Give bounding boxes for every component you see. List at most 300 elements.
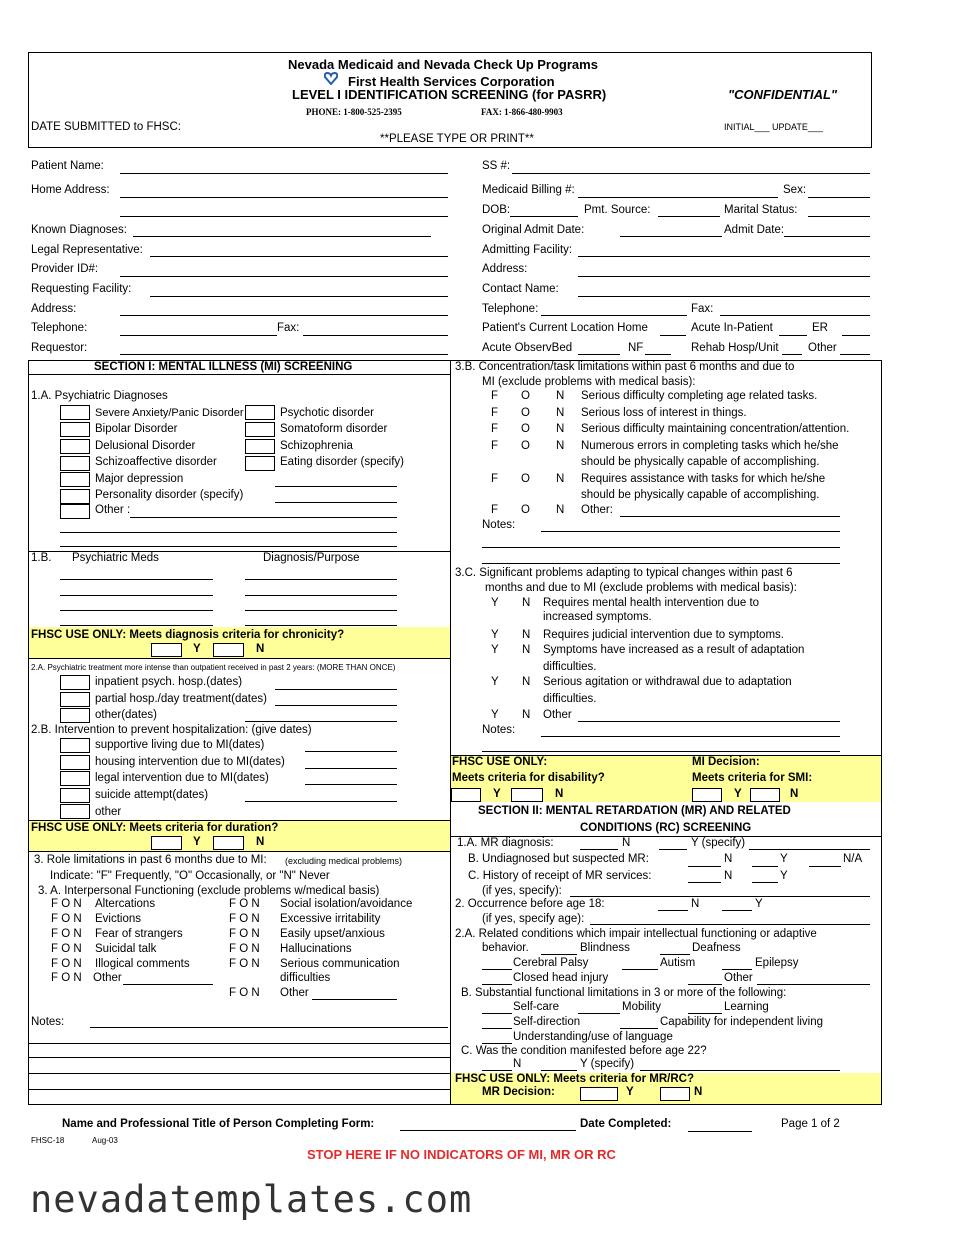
- legal-label: legal intervention due to MI(dates): [95, 772, 269, 784]
- checkbox-other-intervention[interactable]: [60, 804, 90, 819]
- diag-bipolar: Bipolar Disorder: [95, 423, 178, 435]
- checkbox-inpatient[interactable]: [60, 675, 90, 690]
- right-telephone-label: Telephone:: [482, 303, 539, 315]
- requestor-label: Requestor:: [31, 342, 88, 354]
- undiagnosed-n-field[interactable]: [688, 866, 721, 867]
- q3c-item-0: Requires mental health intervention due to: [543, 597, 760, 609]
- fon-isolation[interactable]: F O N: [229, 898, 260, 910]
- med-field-1[interactable]: [60, 579, 213, 580]
- completer-name-field[interactable]: [400, 1130, 576, 1131]
- home-address-label: Home Address:: [31, 184, 110, 196]
- requesting-facility-field[interactable]: [150, 296, 448, 297]
- contact-name-label: Contact Name:: [482, 283, 559, 295]
- occurrence-n-field[interactable]: [658, 910, 688, 911]
- learning-field[interactable]: [688, 1013, 722, 1014]
- requestor-field[interactable]: [120, 354, 448, 355]
- acute-obs-field[interactable]: [578, 354, 620, 355]
- related-conditions-label: 2.A. Related conditions which impair intellectual functioning or adaptive: [455, 928, 817, 940]
- right-address-label: Address:: [482, 263, 528, 275]
- q3c-y-option-3[interactable]: Y: [491, 644, 499, 656]
- autism-label: Autism: [660, 957, 696, 969]
- checkbox-legal[interactable]: [60, 771, 90, 786]
- q3b-f-option-3[interactable]: F: [491, 440, 499, 452]
- hallucinations-label: Hallucinations: [280, 943, 352, 955]
- diag-psychotic: Psychotic disorder: [280, 407, 374, 419]
- before-22-n-field[interactable]: [482, 1070, 512, 1071]
- checkbox-delusional[interactable]: [60, 439, 90, 454]
- fhsc-duration-label: FHSC USE ONLY: Meets criteria for duration?: [31, 822, 279, 834]
- other-left-label: Other: [93, 972, 122, 984]
- q3b-f-option-2[interactable]: F: [491, 423, 499, 435]
- q3c-y-option-5[interactable]: Y: [491, 676, 499, 688]
- diag-schizoaffective: Schizoaffective disorder: [95, 456, 217, 468]
- q3c-y-option-2[interactable]: Y: [491, 629, 499, 641]
- mr-y-label: Y: [626, 1086, 634, 1098]
- communication-label: Serious communication: [280, 958, 400, 970]
- checkbox-personality[interactable]: [60, 489, 90, 504]
- known-diagnoses-field[interactable]: [133, 236, 431, 237]
- checkbox-major-depression[interactable]: [60, 472, 90, 487]
- epilepsy-field[interactable]: [722, 969, 752, 970]
- notes-left-field[interactable]: [90, 1027, 448, 1028]
- fon-irritability[interactable]: F O N: [229, 913, 260, 925]
- fhsc-chronicity-label: FHSC USE ONLY: Meets diagnosis criteria for chronicity?: [31, 629, 345, 641]
- requesting-facility-label: Requesting Facility:: [31, 283, 132, 295]
- diag-schizophrenia: Schizophrenia: [280, 440, 353, 452]
- smi-label: Meets criteria for SMI:: [692, 772, 813, 784]
- blindness-field[interactable]: [541, 954, 577, 955]
- purpose-field-3[interactable]: [245, 610, 397, 611]
- fon-other-left[interactable]: F O N: [51, 972, 82, 984]
- personality-field[interactable]: [275, 502, 397, 503]
- housing-label: housing intervention due to MI(dates): [95, 756, 285, 768]
- fon-suicidal[interactable]: F O N: [51, 943, 82, 955]
- other-dates-label: other(dates): [95, 709, 158, 721]
- other-right-label: Other: [280, 987, 309, 999]
- difficulties-label: difficulties: [280, 972, 331, 984]
- chronicity-n-box[interactable]: [213, 643, 244, 657]
- disability-n-box[interactable]: [511, 788, 543, 802]
- duration-n-label: N: [256, 836, 265, 848]
- mr-n-box[interactable]: [660, 1087, 690, 1101]
- fon-evictions[interactable]: F O N: [51, 913, 82, 925]
- q3b-notes-label: Notes:: [482, 519, 516, 531]
- mr-services-n-field[interactable]: [688, 882, 721, 883]
- admitting-facility-field[interactable]: [578, 256, 870, 257]
- disability-n-label: N: [555, 788, 564, 800]
- q2b-title: 2.B. Intervention to prevent hospitalization: (give dates): [31, 724, 312, 736]
- checkbox-schizoaffective[interactable]: [60, 456, 90, 471]
- housing-field[interactable]: [305, 768, 397, 769]
- home-address-field-2[interactable]: [120, 216, 448, 217]
- legal-rep-label: Legal Representative:: [31, 244, 143, 256]
- diag-personality: Personality disorder (specify): [95, 489, 244, 501]
- purpose-field-4[interactable]: [245, 625, 397, 626]
- org-name: Nevada Medicaid and Nevada Check Up Programs: [288, 57, 598, 72]
- q3b-item-0: Serious difficulty completing age related tasks.: [581, 390, 818, 402]
- q3-excl: (excluding medical problems): [285, 856, 403, 866]
- q3b-item-6: should be physically capable of accomplishing.: [581, 489, 820, 501]
- rehab-field[interactable]: [782, 354, 802, 355]
- patient-name-label: Patient Name:: [31, 160, 104, 172]
- q3b-n-option-1[interactable]: N: [556, 407, 565, 419]
- occurrence-n-label: N: [691, 898, 700, 910]
- other-left-field[interactable]: [123, 984, 213, 985]
- undiagnosed-y-field[interactable]: [752, 866, 778, 867]
- diag-extra-field-2[interactable]: [60, 546, 397, 547]
- other-cond-spec-field[interactable]: [757, 984, 870, 985]
- disability-y-box[interactable]: [451, 788, 481, 802]
- type-print-note: **PLEASE TYPE OR PRINT**: [380, 133, 534, 145]
- fon-communication[interactable]: F O N: [229, 958, 260, 970]
- q3c-n-option-3[interactable]: N: [522, 644, 531, 656]
- fax-field[interactable]: [303, 335, 448, 336]
- right-telephone-field[interactable]: [541, 315, 687, 316]
- fon-hallucinations[interactable]: F O N: [229, 943, 260, 955]
- known-diagnoses-label: Known Diagnoses:: [31, 224, 127, 236]
- purpose-field-1[interactable]: [245, 579, 397, 580]
- checkbox-other-dates[interactable]: [60, 708, 90, 723]
- other-location-label: Other: [808, 342, 837, 354]
- q3b-notes-field[interactable]: [541, 531, 840, 532]
- q3b-notes-field-3[interactable]: [482, 563, 840, 564]
- diag-major-depression: Major depression: [95, 473, 184, 485]
- inpatient-label: inpatient psych. hosp.(dates): [95, 676, 243, 688]
- q3b-item-2: Serious difficulty maintaining concentration/attention.: [581, 423, 850, 435]
- acute-obs-label: Acute ObservBed: [482, 342, 573, 354]
- q3b-n-option-5[interactable]: N: [556, 473, 565, 485]
- q3b-o-option-7[interactable]: O: [521, 504, 530, 516]
- capability-label: Capability for independent living: [660, 1016, 824, 1028]
- acute-inpatient-field[interactable]: [779, 335, 807, 336]
- mr-diag-y-label: Y (specify): [691, 837, 746, 849]
- partial-hosp-dates-field[interactable]: [275, 705, 397, 706]
- mr-diag-spec-field[interactable]: [749, 849, 870, 850]
- diag-eating: Eating disorder (specify): [280, 456, 404, 468]
- admit-date-field[interactable]: [784, 236, 870, 237]
- q3b-f-option-1[interactable]: F: [491, 407, 499, 419]
- mr-y-box[interactable]: [580, 1087, 618, 1101]
- mr-diagnosis-label: 1.A. MR diagnosis:: [457, 837, 554, 849]
- cp-label: Cerebral Palsy: [513, 957, 589, 969]
- fon-illogical[interactable]: F O N: [51, 958, 82, 970]
- q3-title: 3. Role limitations in past 6 months due to MI:: [34, 854, 267, 866]
- cp-field[interactable]: [482, 969, 512, 970]
- occurrence-y-field[interactable]: [722, 910, 752, 911]
- q3b-title-2: MI (exclude problems with medical basis):: [482, 376, 696, 388]
- suicide-label: suicide attempt(dates): [95, 789, 209, 801]
- q3c-y-option-0[interactable]: Y: [491, 597, 499, 609]
- diag-delusional: Delusional Disorder: [95, 440, 196, 452]
- admitting-facility-label: Admitting Facility:: [482, 244, 573, 256]
- med-field-2[interactable]: [60, 595, 213, 596]
- mr-services-y-label: Y: [780, 870, 788, 882]
- deafness-label: Deafness: [692, 942, 741, 954]
- q3b-n-option-3[interactable]: N: [556, 440, 565, 452]
- dob-field[interactable]: [510, 216, 578, 217]
- checkbox-psychotic[interactable]: [245, 405, 275, 420]
- q3b-o-option-5[interactable]: O: [521, 473, 530, 485]
- undiagnosed-y-label: Y: [780, 853, 788, 865]
- q3b-item-5: Requires assistance with tasks for which he/she: [581, 473, 826, 485]
- checkbox-somatoform[interactable]: [245, 422, 275, 437]
- duration-y-box[interactable]: [151, 836, 182, 850]
- q3b-o-option-0[interactable]: O: [521, 390, 530, 402]
- undiagnosed-na-label: N/A: [843, 853, 863, 865]
- q3c-n-option-5[interactable]: N: [522, 676, 531, 688]
- q3b-other-field[interactable]: [620, 516, 840, 517]
- checkbox-other-diag[interactable]: [60, 504, 90, 519]
- q3c-item-7: Other: [543, 709, 572, 721]
- fon-upset[interactable]: F O N: [229, 928, 260, 940]
- fax-label: Fax:: [277, 322, 300, 334]
- q3c-n-option-2[interactable]: N: [522, 629, 531, 641]
- q3c-title-2: months and due to MI (exclude problems with medical basis):: [485, 582, 797, 594]
- major-depression-field[interactable]: [275, 486, 397, 487]
- sex-field[interactable]: [808, 197, 870, 198]
- autism-field[interactable]: [622, 969, 658, 970]
- occurrence-y-label: Y: [755, 898, 763, 910]
- psych-meds-label: Psychiatric Meds: [72, 552, 159, 564]
- q3b-n-option-7[interactable]: N: [556, 504, 565, 516]
- before-22-y-label: Y (specify): [580, 1058, 635, 1070]
- column-divider: [450, 360, 451, 1105]
- nf-field[interactable]: [645, 354, 671, 355]
- deafness-field[interactable]: [660, 954, 690, 955]
- if-yes-age-label: (if yes, specify age):: [482, 913, 585, 925]
- sex-label: Sex:: [783, 184, 807, 196]
- right-fax-label: Fax:: [691, 303, 714, 315]
- legal-field[interactable]: [305, 784, 397, 785]
- initial-update-label: INITIAL___ UPDATE___: [724, 122, 823, 132]
- if-yes-label: (if yes, specify):: [482, 885, 562, 897]
- learning-label: Learning: [724, 1001, 769, 1013]
- mobility-field[interactable]: [578, 1013, 620, 1014]
- q3c-notes-field[interactable]: [541, 736, 840, 737]
- duration-y-label: Y: [193, 836, 201, 848]
- chronicity-y-box[interactable]: [151, 643, 182, 657]
- mr-diag-y-field[interactable]: [659, 849, 687, 850]
- q3c-item-3: Symptoms have increased as a result of adaptation: [543, 644, 805, 656]
- provider-id-field[interactable]: [120, 276, 448, 277]
- q3b-title-1: 3.B. Concentration/task limitations within past 6 months and due to: [455, 361, 795, 373]
- section2-title-2: CONDITIONS (RC) SCREENING: [580, 822, 752, 834]
- address-label: Address:: [31, 303, 77, 315]
- q3c-item-4: difficulties.: [543, 661, 597, 673]
- section2-title-1: SECTION II: MENTAL RETARDATION (MR) AND RELATED: [478, 805, 791, 817]
- right-fax-field[interactable]: [720, 315, 870, 316]
- form-title: LEVEL I IDENTIFICATION SCREENING (for PASRR): [292, 87, 607, 102]
- capability-field[interactable]: [620, 1028, 658, 1029]
- completer-name-label: Name and Professional Title of Person Completing Form:: [62, 1118, 375, 1130]
- chronicity-y-label: Y: [193, 643, 201, 655]
- partial-hosp-label: partial hosp./day treatment(dates): [95, 693, 267, 705]
- er-field[interactable]: [842, 335, 870, 336]
- address-field[interactable]: [120, 315, 448, 316]
- blindness-label: Blindness: [580, 942, 630, 954]
- checkbox-supportive-living[interactable]: [60, 738, 90, 753]
- fhsc-only-label: FHSC USE ONLY:: [452, 756, 548, 768]
- diag-extra-field-1[interactable]: [60, 532, 397, 533]
- mr-diag-n-label: N: [622, 837, 631, 849]
- marital-label: Marital Status:: [724, 204, 798, 216]
- checkbox-schizophrenia[interactable]: [245, 439, 275, 454]
- page-number: Page 1 of 2: [781, 1118, 840, 1130]
- mr-n-label: N: [694, 1086, 703, 1098]
- q3c-other-field[interactable]: [578, 721, 840, 722]
- legal-rep-field[interactable]: [150, 256, 448, 257]
- epilepsy-label: Epilepsy: [755, 957, 799, 969]
- mobility-label: Mobility: [622, 1001, 661, 1013]
- occurrence-label: 2. Occurrence before age 18:: [455, 898, 605, 910]
- fon-altercations[interactable]: F O N: [51, 898, 82, 910]
- checkbox-suicide[interactable]: [60, 788, 90, 803]
- other-location-field[interactable]: [840, 354, 870, 355]
- altercations-label: Altercations: [95, 898, 156, 910]
- checkbox-eating[interactable]: [245, 456, 275, 471]
- q3c-y-option-7[interactable]: Y: [491, 709, 499, 721]
- other-dates-field[interactable]: [245, 721, 397, 722]
- fon-other-right[interactable]: F O N: [229, 987, 260, 999]
- other-diag-field[interactable]: [130, 517, 397, 518]
- q3c-n-option-7[interactable]: N: [522, 709, 531, 721]
- checkbox-bipolar[interactable]: [60, 422, 90, 437]
- understanding-label: Understanding/use of language: [513, 1031, 673, 1043]
- irritability-label: Excessive irritability: [280, 913, 381, 925]
- acute-inpatient-label: Acute In-Patient: [691, 322, 773, 334]
- contact-name-field[interactable]: [578, 296, 870, 297]
- suicide-field[interactable]: [245, 801, 397, 802]
- duration-n-box[interactable]: [213, 836, 244, 850]
- other-cond-label: Other: [724, 972, 753, 984]
- chronicity-n-label: N: [256, 643, 265, 655]
- q3b-n-option-0[interactable]: N: [556, 390, 565, 402]
- ss-label: SS #:: [482, 160, 511, 172]
- smi-n-box[interactable]: [750, 788, 780, 802]
- mr-services-n-label: N: [724, 870, 733, 882]
- undiagnosed-na-field[interactable]: [809, 866, 841, 867]
- q3b-notes-field-2[interactable]: [482, 547, 840, 548]
- supportive-living-field[interactable]: [305, 751, 397, 752]
- indicate-label: Indicate: "F" Frequently, "O" Occasionally, or "N" Never: [50, 870, 330, 882]
- date-completed-field[interactable]: [688, 1131, 752, 1132]
- home-field[interactable]: [660, 335, 686, 336]
- q3c-item-5: Serious agitation or withdrawal due to adaptation: [543, 676, 792, 688]
- suicidal-label: Suicidal talk: [95, 943, 157, 955]
- other-right-field[interactable]: [312, 999, 397, 1000]
- inpatient-dates-field[interactable]: [275, 689, 397, 690]
- before-22-y-field[interactable]: [541, 1070, 577, 1071]
- corp-name: First Health Services Corporation: [348, 74, 555, 89]
- before-22-label: C. Was the condition manifested before age 22?: [461, 1045, 707, 1057]
- smi-n-label: N: [790, 788, 799, 800]
- q3c-notes-label: Notes:: [482, 724, 516, 736]
- purpose-field-2[interactable]: [245, 595, 397, 596]
- selfdir-label: Self-direction: [513, 1016, 581, 1028]
- before-22-n-label: N: [513, 1058, 522, 1070]
- smi-y-box[interactable]: [692, 788, 722, 802]
- checkbox-severe-anxiety[interactable]: [60, 405, 90, 420]
- illogical-label: Illogical comments: [95, 958, 190, 970]
- q3b-o-option-3[interactable]: O: [521, 440, 530, 452]
- q3b-o-option-1[interactable]: O: [521, 407, 530, 419]
- orig-admit-field[interactable]: [620, 236, 722, 237]
- other-intervention-label: other: [95, 806, 122, 818]
- q3c-item-2: Requires judicial intervention due to symptoms.: [543, 629, 784, 641]
- checkbox-partial-hosp[interactable]: [60, 692, 90, 707]
- q3b-item-7: Other:: [581, 504, 613, 516]
- mr-diag-n-field[interactable]: [580, 849, 618, 850]
- understanding-field[interactable]: [482, 1043, 512, 1044]
- checkbox-housing[interactable]: [60, 755, 90, 770]
- fon-fear[interactable]: F O N: [51, 928, 82, 940]
- section1-title: SECTION I: MENTAL ILLNESS (MI) SCREENING: [94, 361, 353, 373]
- telephone-field[interactable]: [120, 335, 277, 336]
- mi-decision-label: MI Decision:: [692, 756, 760, 768]
- medicaid-label: Medicaid Billing #:: [482, 184, 575, 196]
- q3b-f-option-5[interactable]: F: [491, 473, 499, 485]
- dob-label: DOB:: [482, 204, 511, 216]
- mr-services-y-field[interactable]: [752, 882, 778, 883]
- med-field-4[interactable]: [60, 625, 213, 626]
- isolation-label: Social isolation/avoidance: [280, 898, 413, 910]
- fax-number: FAX: 1-866-480-9903: [481, 107, 563, 117]
- other-cond-field[interactable]: [688, 984, 722, 985]
- watermark: nevadatemplates.com: [30, 1178, 473, 1221]
- disability-y-label: Y: [493, 788, 501, 800]
- behavior-label: behavior.: [482, 942, 529, 954]
- upset-label: Easily upset/anxious: [280, 928, 385, 940]
- diag-somatoform: Somatoform disorder: [280, 423, 388, 435]
- smi-y-label: Y: [734, 788, 742, 800]
- med-field-3[interactable]: [60, 610, 213, 611]
- marital-field[interactable]: [808, 216, 870, 217]
- q3c-title-1: 3.C. Significant problems adapting to typical changes within past 6: [455, 567, 793, 579]
- selfdir-field[interactable]: [482, 1028, 512, 1029]
- q3c-n-option-0[interactable]: N: [522, 597, 531, 609]
- medicaid-field[interactable]: [578, 197, 778, 198]
- pmt-source-field[interactable]: [658, 216, 720, 217]
- undiagnosed-n-label: N: [724, 853, 733, 865]
- q3c-notes-field-2[interactable]: [482, 751, 840, 752]
- chi-field[interactable]: [482, 984, 512, 985]
- right-address-field[interactable]: [578, 276, 870, 277]
- nf-label: NF: [628, 342, 644, 354]
- home-address-field[interactable]: [120, 197, 448, 198]
- before-22-spec-field[interactable]: [640, 1070, 840, 1071]
- q3c-item-6: difficulties.: [543, 693, 597, 705]
- if-yes-field[interactable]: [570, 896, 870, 897]
- q2a-title: 2.A. Psychiatric treatment more intense than outpatient received in past 2 years: (MORE THAN ONCE): [31, 663, 396, 672]
- ss-field[interactable]: [512, 173, 870, 174]
- if-yes-age-field[interactable]: [590, 924, 870, 925]
- evictions-label: Evictions: [95, 913, 142, 925]
- undiagnosed-label: B. Undiagnosed but suspected MR:: [468, 853, 649, 865]
- q3b-o-option-2[interactable]: O: [521, 423, 530, 435]
- patient-name-field[interactable]: [120, 173, 448, 174]
- diag-other: Other :: [95, 504, 131, 516]
- q3b-n-option-2[interactable]: N: [556, 423, 565, 435]
- chi-label: Closed head injury: [513, 972, 609, 984]
- selfcare-label: Self-care: [513, 1001, 560, 1013]
- selfcare-field[interactable]: [482, 1013, 512, 1014]
- heart-icon: [324, 72, 338, 88]
- disability-label: Meets criteria for disability?: [452, 772, 605, 784]
- form-code: FHSC-18: [31, 1136, 65, 1145]
- q3b-f-option-0[interactable]: F: [491, 390, 499, 402]
- admit-date-label: Admit Date:: [724, 224, 785, 236]
- q3b-f-option-7[interactable]: F: [491, 504, 499, 516]
